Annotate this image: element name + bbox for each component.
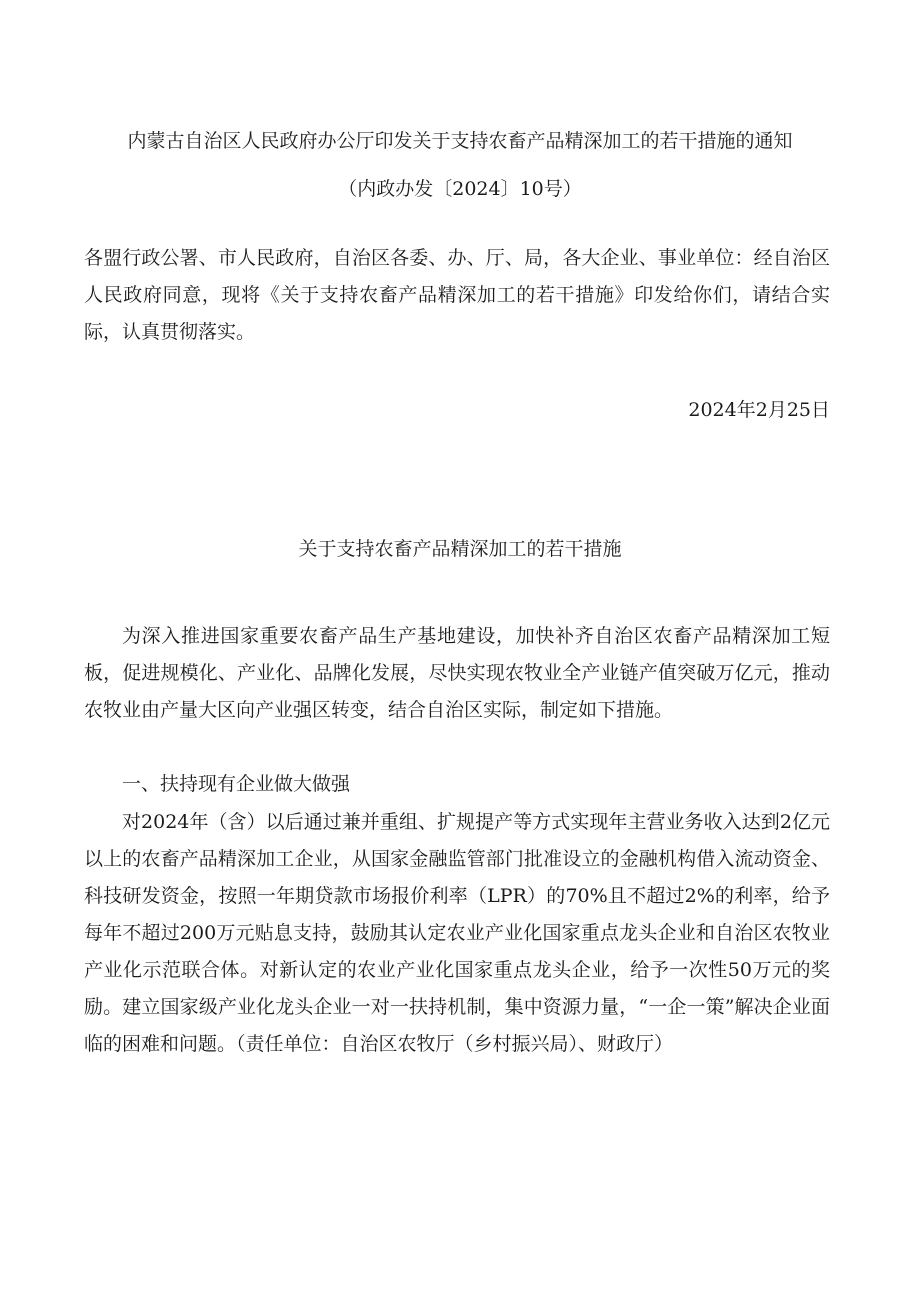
issue-date: 2024年2月25日: [688, 399, 830, 421]
address-paragraph: 各盟行政公署、市人民政府，自治区各委、办、厅、局，各大企业、事业单位：经自治区人民政府同意，现将《关于支持农畜产品精深加工的若干措施》印发给你们，请结合实际，认真贯彻落实。: [84, 247, 830, 343]
intro-paragraph: 为深入推进国家重要农畜产品生产基地建设，加快补齐自治区农畜产品精深加工短板，促进规模化、产业化、品牌化发展，尽快实现农牧业全产业链产值突破万亿元，推动农牧业由产量大区向产业强区转变，结合自治区实际，制定如下措施。: [84, 625, 830, 721]
measures-title: 关于支持农畜产品精深加工的若干措施: [298, 538, 622, 560]
document-number: （内政办发〔2024〕10号）: [338, 178, 582, 200]
section-heading-1: 一、扶持现有企业做大做强: [122, 773, 351, 795]
document-title: 内蒙古自治区人民政府办公厅印发关于支持农畜产品精深加工的若干措施的通知: [127, 130, 793, 152]
section-body-1: 对2024年（含）以后通过兼并重组、扩规提产等方式实现年主营业务收入达到2亿元以上的农畜产品精深加工企业，从国家金融监管部门批准设立的金融机构借入流动资金、科技研发资金，按照一年期贷款市场报价利率（LPR）的70%且不超过2%的利率，给予每年不超过200万元贴息支持，鼓励其认定农业产业化国家重点龙头企业和自治区农牧业产业化示范联合体。对新认定的农业产业化国家重点龙头企业，给予一次性50万元的奖励。建立国家级产业化龙头企业一对一扶持机制，集中资源力量，“一企一策”解决企业面临的困难和问题。（责任单位：自治区农牧厅（乡村振兴局）、财政厅）: [84, 811, 830, 1055]
